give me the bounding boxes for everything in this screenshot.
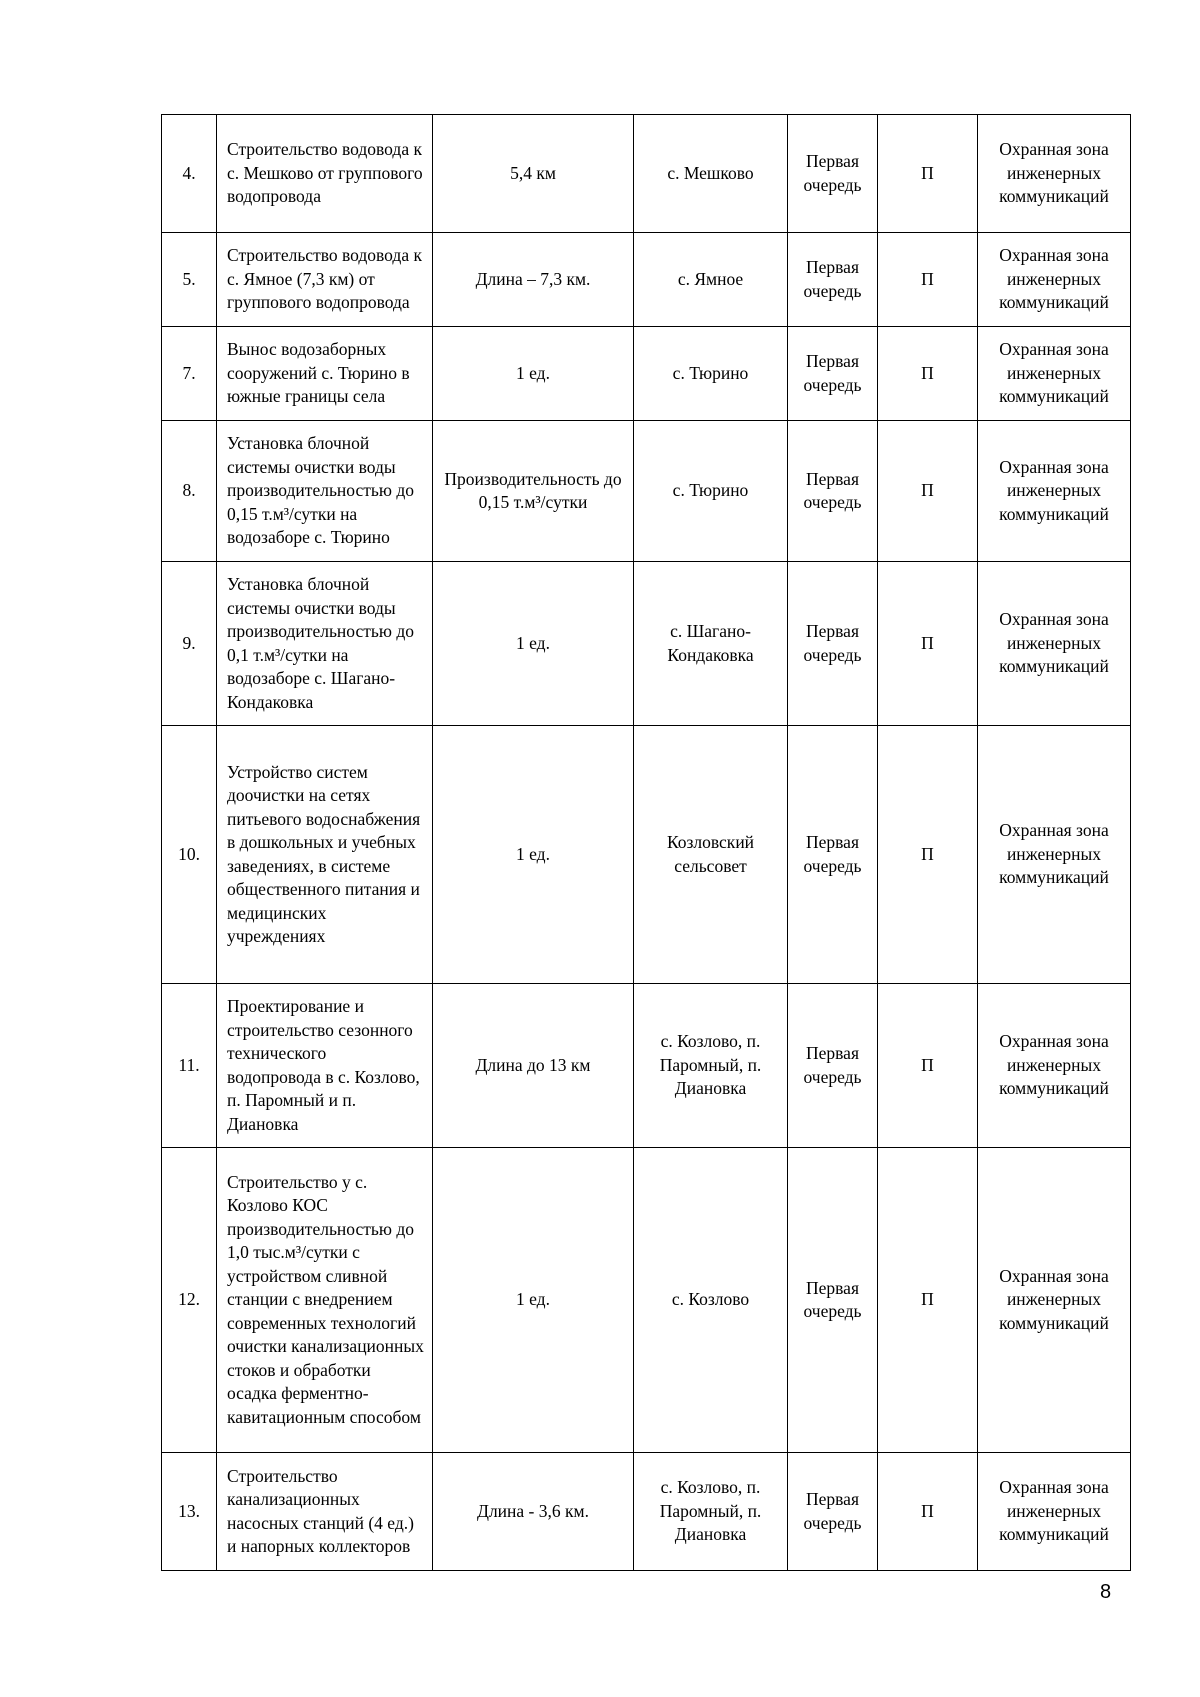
measure-zone: Охранная зона инженерных коммуникаций [978,1148,1131,1453]
measure-location: с. Козлово, п. Паромный, п. Диановка [634,984,788,1148]
measure-zone: Охранная зона инженерных коммуникаций [978,726,1131,984]
measure-zone: Охранная зона инженерных коммуникаций [978,115,1131,233]
measures-table-body [162,115,1131,1571]
measure-name: Строительство канализационных насосных станций (4 ед.) и напорных коллекторов [217,1453,433,1571]
measure-status: П [878,726,978,984]
measure-status: П [878,1453,978,1571]
measure-stage: Первая очередь [788,115,878,233]
row-number: 4. [162,115,217,233]
page-number: 8 [1100,1581,1112,1603]
measure-parameter: 5,4 км [433,115,634,233]
row-number: 5. [162,233,217,327]
measure-stage: Первая очередь [788,327,878,421]
measure-zone: Охранная зона инженерных коммуникаций [978,327,1131,421]
measure-location: с. Козлово, п. Паромный, п. Диановка [634,1453,788,1571]
row-number: 9. [162,562,217,726]
table-row [162,984,1131,1148]
measure-status: П [878,115,978,233]
measure-zone: Охранная зона инженерных коммуникаций [978,421,1131,562]
measure-name: Вынос водозаборных сооружений с. Тюрино в южные границы села [217,327,433,421]
measure-name: Строительство водовода к с. Мешково от группового водопровода [217,115,433,233]
measure-status: П [878,562,978,726]
row-number: 12. [162,1148,217,1453]
measure-status: П [878,984,978,1148]
table-row [162,1148,1131,1453]
measure-stage: Первая очередь [788,562,878,726]
table-row [162,421,1131,562]
row-number: 11. [162,984,217,1148]
measure-stage: Первая очередь [788,726,878,984]
measure-stage: Первая очередь [788,984,878,1148]
measure-name: Проектирование и строительство сезонного технического водопровода в с. Козлово, п. Паромный и п. Диановка [217,984,433,1148]
measure-status: П [878,233,978,327]
measure-name: Установка блочной системы очистки воды производительностью до 0,1 т.м³/сутки на водозаборе с. Шагано-Кондаковка [217,562,433,726]
measure-status: П [878,327,978,421]
row-number: 7. [162,327,217,421]
measure-parameter: Длина - 3,6 км. [433,1453,634,1571]
table-row [162,233,1131,327]
measure-parameter: 1 ед. [433,327,634,421]
measure-parameter: 1 ед. [433,726,634,984]
measure-name: Устройство систем доочистки на сетях питьевого водоснабжения в дошкольных и учебных заведениях, в системе общественного питания и медицинских учреждениях [217,726,433,984]
row-number: 10. [162,726,217,984]
measure-location: с. Тюрино [634,327,788,421]
measure-zone: Охранная зона инженерных коммуникаций [978,1453,1131,1571]
measure-location: с. Шагано-Кондаковка [634,562,788,726]
table-row [162,327,1131,421]
measure-location: с. Козлово [634,1148,788,1453]
measure-zone: Охранная зона инженерных коммуникаций [978,562,1131,726]
measure-status: П [878,421,978,562]
measure-location: Козловский сельсовет [634,726,788,984]
measure-name: Установка блочной системы очистки воды производительностью до 0,15 т.м³/сутки на водозаборе с. Тюрино [217,421,433,562]
measure-parameter: 1 ед. [433,562,634,726]
measure-stage: Первая очередь [788,1453,878,1571]
table-row [162,115,1131,233]
table-row [162,726,1131,984]
measures-table [161,114,1131,1571]
table-row [162,1453,1131,1571]
measure-name: Строительство водовода к с. Ямное (7,3 км) от группового водопровода [217,233,433,327]
measure-zone: Охранная зона инженерных коммуникаций [978,233,1131,327]
measure-stage: Первая очередь [788,233,878,327]
measure-location: с. Ямное [634,233,788,327]
measure-stage: Первая очередь [788,1148,878,1453]
measure-location: с. Мешково [634,115,788,233]
table-row [162,562,1131,726]
row-number: 8. [162,421,217,562]
measure-location: с. Тюрино [634,421,788,562]
measure-parameter: 1 ед. [433,1148,634,1453]
measure-status: П [878,1148,978,1453]
measure-stage: Первая очередь [788,421,878,562]
measure-parameter: Производительность до 0,15 т.м³/сутки [433,421,634,562]
measure-zone: Охранная зона инженерных коммуникаций [978,984,1131,1148]
measure-parameter: Длина – 7,3 км. [433,233,634,327]
measure-name: Строительство у с. Козлово КОС производительностью до 1,0 тыс.м³/сутки с устройством сливной станции с внедрением современных технологий очистки канализационных стоков и обработки осадка ферментно-кавитационным способом [217,1148,433,1453]
measure-parameter: Длина до 13 км [433,984,634,1148]
row-number: 13. [162,1453,217,1571]
